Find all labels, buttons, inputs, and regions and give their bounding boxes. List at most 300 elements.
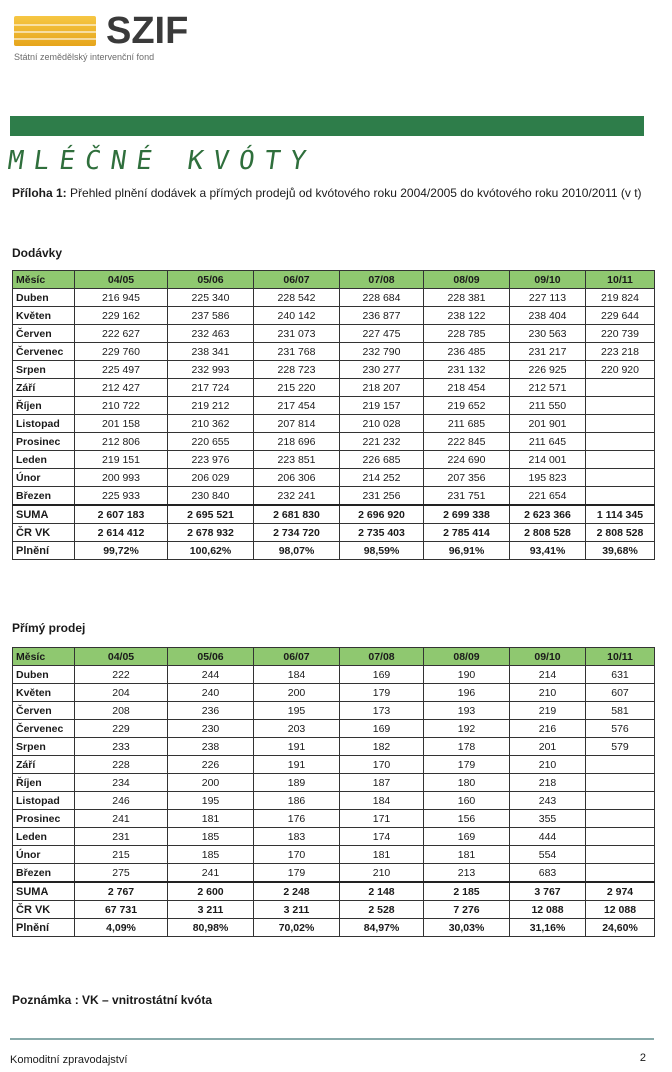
table-cell: 230 (168, 720, 254, 738)
table-cell: 228 381 (424, 289, 510, 307)
table-row (13, 289, 655, 307)
footer-divider (10, 1038, 654, 1040)
table-row (13, 720, 655, 738)
table-cell (586, 792, 655, 810)
table-cell: 7 276 (424, 901, 510, 919)
summary-row (13, 505, 655, 524)
table-cell: 2 808 528 (586, 524, 655, 542)
row-label: Listopad (13, 415, 75, 433)
row-label: ČR VK (13, 524, 75, 542)
table-cell: 173 (340, 702, 424, 720)
table-cell (586, 810, 655, 828)
table-cell: 2 696 920 (340, 505, 424, 524)
table-cell: 210 (340, 864, 424, 883)
table-cell: 4,09% (75, 919, 168, 937)
table-cell: 230 277 (340, 361, 424, 379)
table-cell (586, 864, 655, 883)
table-cell: 212 806 (75, 433, 168, 451)
table-cell: 2 528 (340, 901, 424, 919)
table-cell: 186 (254, 792, 340, 810)
primy-prodej-title: Přímý prodej (12, 621, 86, 635)
row-label: Září (13, 756, 75, 774)
table-cell (586, 487, 655, 506)
table-cell: 229 644 (586, 307, 655, 325)
table-cell: 231 (75, 828, 168, 846)
table-cell: 220 920 (586, 361, 655, 379)
table-cell: 223 976 (168, 451, 254, 469)
table-cell: 184 (340, 792, 424, 810)
table-cell: 236 485 (424, 343, 510, 361)
table-row (13, 433, 655, 451)
row-label: Prosinec (13, 810, 75, 828)
table-cell: 237 586 (168, 307, 254, 325)
table-cell: 210 362 (168, 415, 254, 433)
intro-paragraph (12, 185, 652, 201)
table-cell: 2 695 521 (168, 505, 254, 524)
table-header-row (13, 271, 655, 289)
row-label: Březen (13, 864, 75, 883)
table-header-row (13, 648, 655, 666)
table-cell: 232 241 (254, 487, 340, 506)
table-cell: 93,41% (510, 542, 586, 560)
column-header-year: 06/07 (254, 271, 340, 289)
row-label: Říjen (13, 774, 75, 792)
table-cell (586, 846, 655, 864)
row-label: Červen (13, 702, 75, 720)
table-cell: 2 614 412 (75, 524, 168, 542)
row-label: Říjen (13, 397, 75, 415)
table-cell: 230 840 (168, 487, 254, 506)
table-cell: 213 (424, 864, 510, 883)
table-cell: 3 211 (254, 901, 340, 919)
table-cell: 181 (168, 810, 254, 828)
table-cell: 232 993 (168, 361, 254, 379)
table-cell: 231 073 (254, 325, 340, 343)
table-cell: 181 (424, 846, 510, 864)
table-cell: 170 (254, 846, 340, 864)
table-cell: 219 212 (168, 397, 254, 415)
table-cell: 210 028 (340, 415, 424, 433)
table-cell: 211 550 (510, 397, 586, 415)
table-cell: 100,62% (168, 542, 254, 560)
table-cell: 228 785 (424, 325, 510, 343)
table-row (13, 828, 655, 846)
table-cell: 39,68% (586, 542, 655, 560)
table-cell: 211 645 (510, 433, 586, 451)
table-row (13, 343, 655, 361)
table-cell: 232 790 (340, 343, 424, 361)
table-cell: 179 (340, 684, 424, 702)
table-row (13, 451, 655, 469)
table-cell: 2 699 338 (424, 505, 510, 524)
table-cell: 201 158 (75, 415, 168, 433)
table-cell: 225 497 (75, 361, 168, 379)
table-cell: 355 (510, 810, 586, 828)
page-number: 2 (639, 1052, 646, 1064)
table-cell: 607 (586, 684, 655, 702)
row-label: Červenec (13, 720, 75, 738)
summary-row (13, 919, 655, 937)
row-label: Březen (13, 487, 75, 506)
column-header-month: Měsíc (13, 648, 75, 666)
table-cell: 232 463 (168, 325, 254, 343)
row-label: Červen (13, 325, 75, 343)
table-row (13, 738, 655, 756)
table-cell: 180 (424, 774, 510, 792)
table-cell (586, 415, 655, 433)
table-cell: 218 454 (424, 379, 510, 397)
table-cell: 221 232 (340, 433, 424, 451)
table-cell: 12 088 (510, 901, 586, 919)
handwritten-title: MLÉČNÉ KVÓTY (5, 146, 318, 176)
table-cell: 12 088 (586, 901, 655, 919)
table-cell: 2 734 720 (254, 524, 340, 542)
table-cell: 70,02% (254, 919, 340, 937)
table-cell: 179 (254, 864, 340, 883)
table-cell: 31,16% (510, 919, 586, 937)
table-cell: 2 148 (340, 882, 424, 901)
table-cell: 185 (168, 846, 254, 864)
table-cell: 1 114 345 (586, 505, 655, 524)
table-row (13, 864, 655, 883)
table-row (13, 684, 655, 702)
column-header-year: 07/08 (340, 648, 424, 666)
column-header-year: 10/11 (586, 648, 655, 666)
table-cell: 218 207 (340, 379, 424, 397)
table-cell: 98,59% (340, 542, 424, 560)
table-cell: 275 (75, 864, 168, 883)
table-row (13, 379, 655, 397)
table-cell: 2 785 414 (424, 524, 510, 542)
table-cell: 228 (75, 756, 168, 774)
table-row (13, 415, 655, 433)
table-cell: 226 (168, 756, 254, 774)
column-header-year: 09/10 (510, 648, 586, 666)
table-cell: 2 808 528 (510, 524, 586, 542)
table-cell: 2 185 (424, 882, 510, 901)
table-cell: 214 (510, 666, 586, 684)
table-cell: 24,60% (586, 919, 655, 937)
row-label: Prosinec (13, 433, 75, 451)
table-cell: 219 824 (586, 289, 655, 307)
table-cell: 581 (586, 702, 655, 720)
table-cell: 98,07% (254, 542, 340, 560)
row-label: Plnění (13, 919, 75, 937)
row-label: Leden (13, 828, 75, 846)
table-cell: 190 (424, 666, 510, 684)
table-cell: 241 (75, 810, 168, 828)
table-cell: 236 877 (340, 307, 424, 325)
table-cell: 241 (168, 864, 254, 883)
table-cell: 179 (424, 756, 510, 774)
table-cell: 236 (168, 702, 254, 720)
table-cell: 214 001 (510, 451, 586, 469)
row-label: Květen (13, 684, 75, 702)
table-cell: 3 767 (510, 882, 586, 901)
table-row (13, 469, 655, 487)
table-row (13, 846, 655, 864)
intro-text: Přehled plnění dodávek a přímých prodejů od kvótového roku 2004/2005 do kvótového roku 2010/2011 (v t) (70, 186, 642, 200)
summary-row (13, 542, 655, 560)
table-cell: 201 (510, 738, 586, 756)
primy-prodej-table (12, 647, 655, 937)
column-header-year: 05/06 (168, 271, 254, 289)
table-cell (586, 433, 655, 451)
dodavky-title: Dodávky (12, 246, 63, 260)
table-cell: 238 122 (424, 307, 510, 325)
summary-row (13, 524, 655, 542)
table-cell: 2 681 830 (254, 505, 340, 524)
table-cell (586, 451, 655, 469)
table-cell: 96,91% (424, 542, 510, 560)
table-cell: 231 217 (510, 343, 586, 361)
table-cell: 185 (168, 828, 254, 846)
row-label: Duben (13, 289, 75, 307)
table-cell: 2 678 932 (168, 524, 254, 542)
table-cell: 84,97% (340, 919, 424, 937)
table-cell: 683 (510, 864, 586, 883)
table-cell (586, 379, 655, 397)
table-cell: 210 (510, 756, 586, 774)
table-cell: 204 (75, 684, 168, 702)
table-cell: 217 454 (254, 397, 340, 415)
table-cell: 2 767 (75, 882, 168, 901)
table-cell: 182 (340, 738, 424, 756)
table-cell: 187 (340, 774, 424, 792)
table-cell: 169 (424, 828, 510, 846)
table-cell: 219 652 (424, 397, 510, 415)
table-cell: 226 925 (510, 361, 586, 379)
table-cell: 208 (75, 702, 168, 720)
table-cell: 224 690 (424, 451, 510, 469)
table-row (13, 307, 655, 325)
table-cell: 238 341 (168, 343, 254, 361)
table-cell: 223 218 (586, 343, 655, 361)
row-label: Září (13, 379, 75, 397)
table-cell: 215 (75, 846, 168, 864)
table-cell: 238 404 (510, 307, 586, 325)
table-cell: 171 (340, 810, 424, 828)
table-cell: 222 845 (424, 433, 510, 451)
table-cell: 246 (75, 792, 168, 810)
table-cell: 200 993 (75, 469, 168, 487)
table-cell: 218 696 (254, 433, 340, 451)
table-cell: 3 211 (168, 901, 254, 919)
row-label: SUMA (13, 882, 75, 901)
table-cell: 219 151 (75, 451, 168, 469)
table-cell: 229 (75, 720, 168, 738)
table-cell: 195 823 (510, 469, 586, 487)
column-header-year: 07/08 (340, 271, 424, 289)
table-cell: 169 (340, 666, 424, 684)
table-cell: 228 542 (254, 289, 340, 307)
summary-row (13, 882, 655, 901)
table-cell: 210 (510, 684, 586, 702)
row-label: Květen (13, 307, 75, 325)
table-cell: 201 901 (510, 415, 586, 433)
table-cell: 195 (168, 792, 254, 810)
table-row (13, 810, 655, 828)
logo-field-icon (14, 16, 96, 46)
table-cell: 220 739 (586, 325, 655, 343)
table-cell: 174 (340, 828, 424, 846)
table-cell (586, 469, 655, 487)
table-cell (586, 397, 655, 415)
column-header-year: 04/05 (75, 648, 168, 666)
table-cell: 554 (510, 846, 586, 864)
table-cell: 217 724 (168, 379, 254, 397)
table-row (13, 325, 655, 343)
summary-row (13, 901, 655, 919)
table-cell: 238 (168, 738, 254, 756)
table-row (13, 756, 655, 774)
table-cell: 225 340 (168, 289, 254, 307)
table-cell: 191 (254, 756, 340, 774)
table-cell: 220 655 (168, 433, 254, 451)
table-cell: 244 (168, 666, 254, 684)
table-cell: 30,03% (424, 919, 510, 937)
row-label: Duben (13, 666, 75, 684)
row-label: Únor (13, 469, 75, 487)
footer-publication: Komoditní zpravodajství (10, 1054, 128, 1066)
table-cell: 214 252 (340, 469, 424, 487)
row-label: Srpen (13, 738, 75, 756)
table-cell: 196 (424, 684, 510, 702)
table-row (13, 361, 655, 379)
table-cell: 230 563 (510, 325, 586, 343)
table-cell: 229 760 (75, 343, 168, 361)
table-cell: 231 256 (340, 487, 424, 506)
table-row (13, 487, 655, 506)
table-cell: 2 607 183 (75, 505, 168, 524)
table-cell: 176 (254, 810, 340, 828)
column-header-year: 08/09 (424, 648, 510, 666)
table-cell: 631 (586, 666, 655, 684)
table-cell: 210 722 (75, 397, 168, 415)
table-cell: 212 571 (510, 379, 586, 397)
table-cell: 444 (510, 828, 586, 846)
table-row (13, 774, 655, 792)
table-cell: 225 933 (75, 487, 168, 506)
header-green-bar (10, 116, 644, 136)
table-cell: 207 356 (424, 469, 510, 487)
row-label: Plnění (13, 542, 75, 560)
table-cell (586, 774, 655, 792)
table-cell: 212 427 (75, 379, 168, 397)
table-cell: 240 142 (254, 307, 340, 325)
table-cell: 67 731 (75, 901, 168, 919)
table-cell: 227 475 (340, 325, 424, 343)
table-cell: 206 029 (168, 469, 254, 487)
table-cell: 234 (75, 774, 168, 792)
table-cell: 226 685 (340, 451, 424, 469)
table-cell: 231 751 (424, 487, 510, 506)
table-cell: 228 684 (340, 289, 424, 307)
table-row (13, 702, 655, 720)
table-cell: 160 (424, 792, 510, 810)
table-cell: 156 (424, 810, 510, 828)
table-cell: 169 (340, 720, 424, 738)
column-header-year: 06/07 (254, 648, 340, 666)
intro-label: Příloha 1: (12, 186, 67, 200)
table-cell: 193 (424, 702, 510, 720)
row-label: Leden (13, 451, 75, 469)
table-cell: 2 600 (168, 882, 254, 901)
table-cell: 80,98% (168, 919, 254, 937)
table-cell: 216 945 (75, 289, 168, 307)
column-header-year: 05/06 (168, 648, 254, 666)
table-cell: 222 627 (75, 325, 168, 343)
table-cell: 181 (340, 846, 424, 864)
logo-subtitle: Státní zemědělský intervenční fond (14, 52, 155, 62)
table-cell: 221 654 (510, 487, 586, 506)
table-cell: 2 974 (586, 882, 655, 901)
table-cell: 189 (254, 774, 340, 792)
table-cell: 2 735 403 (340, 524, 424, 542)
table-cell: 206 306 (254, 469, 340, 487)
table-cell: 222 (75, 666, 168, 684)
table-cell: 207 814 (254, 415, 340, 433)
table-cell: 183 (254, 828, 340, 846)
table-cell: 203 (254, 720, 340, 738)
table-row (13, 792, 655, 810)
footnote: Poznámka : VK – vnitrostátní kvóta (12, 993, 213, 1007)
column-header-year: 04/05 (75, 271, 168, 289)
logo-name: SZIF (106, 10, 189, 52)
row-label: SUMA (13, 505, 75, 524)
table-cell: 240 (168, 684, 254, 702)
table-cell: 195 (254, 702, 340, 720)
column-header-year: 08/09 (424, 271, 510, 289)
table-cell: 184 (254, 666, 340, 684)
table-cell: 170 (340, 756, 424, 774)
table-row (13, 397, 655, 415)
row-label: Listopad (13, 792, 75, 810)
table-cell: 243 (510, 792, 586, 810)
table-cell: 579 (586, 738, 655, 756)
table-cell: 99,72% (75, 542, 168, 560)
dodavky-table (12, 270, 655, 560)
column-header-month: Měsíc (13, 271, 75, 289)
table-cell: 228 723 (254, 361, 340, 379)
table-cell: 231 132 (424, 361, 510, 379)
column-header-year: 09/10 (510, 271, 586, 289)
table-cell (586, 828, 655, 846)
table-cell: 178 (424, 738, 510, 756)
table-cell: 233 (75, 738, 168, 756)
table-cell: 2 248 (254, 882, 340, 901)
table-cell: 223 851 (254, 451, 340, 469)
table-cell: 200 (254, 684, 340, 702)
table-cell: 211 685 (424, 415, 510, 433)
table-cell (586, 756, 655, 774)
row-label: Červenec (13, 343, 75, 361)
table-cell: 227 113 (510, 289, 586, 307)
table-cell: 576 (586, 720, 655, 738)
table-cell: 219 157 (340, 397, 424, 415)
row-label: Srpen (13, 361, 75, 379)
table-cell: 215 220 (254, 379, 340, 397)
table-cell: 191 (254, 738, 340, 756)
table-row (13, 666, 655, 684)
table-cell: 216 (510, 720, 586, 738)
table-cell: 200 (168, 774, 254, 792)
row-label: Únor (13, 846, 75, 864)
table-cell: 219 (510, 702, 586, 720)
row-label: ČR VK (13, 901, 75, 919)
table-cell: 192 (424, 720, 510, 738)
column-header-year: 10/11 (586, 271, 655, 289)
